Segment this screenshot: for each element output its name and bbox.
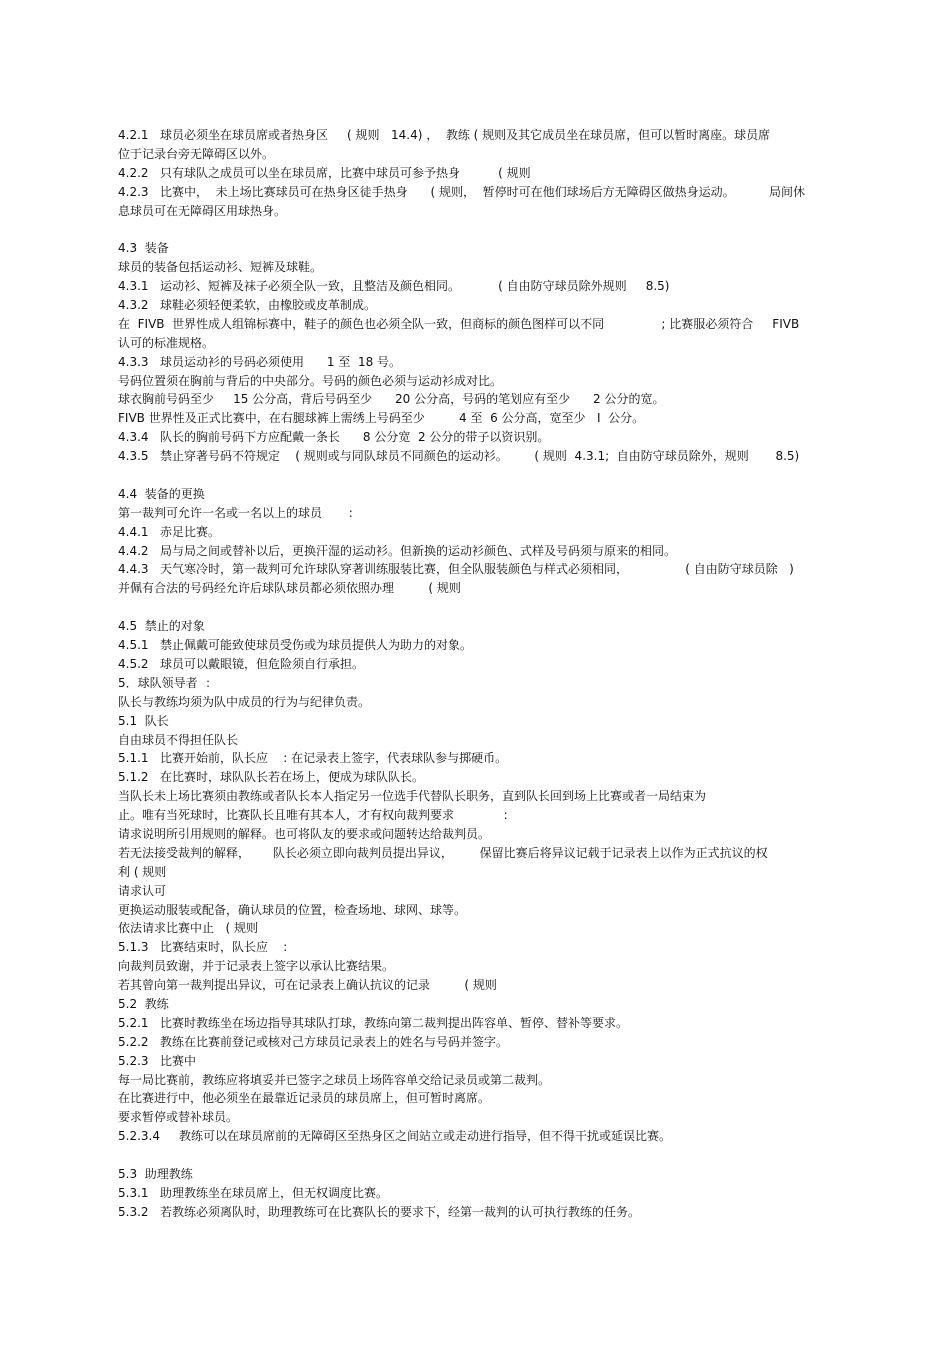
text-line: 5.2.3.4 教练可以在球员席前的无障碍区至热身区之间站立或走动进行指导，但不得干扰或延误比赛。 — [118, 1129, 672, 1144]
text-line: 球员的装备包括运动衫、短裤及球鞋。 — [118, 260, 323, 275]
text-line: 5.1.3 比赛结束时，队长应 : — [118, 940, 288, 955]
blank-line — [118, 466, 834, 485]
text-line: 5.1 队长 — [118, 713, 169, 728]
text-line: 4.3.3 球员运动衫的号码必须使用 1 至 18 号。 — [118, 354, 402, 369]
blank-line — [118, 598, 834, 617]
text-line: 4.3.2 球鞋必须轻便柔软，由橡胶或皮革制成。 — [118, 298, 376, 313]
text-line: 第一裁判可允许一名或一名以上的球员 : — [118, 505, 353, 520]
text-line: 4.5.1 禁止佩戴可能致使球员受伤或为球员提供人为助力的对象。 — [118, 638, 472, 653]
text-line: 每一局比赛前，教练应将填妥并已签字之球员上场阵容单交给记录员或第二裁判。 — [118, 1072, 551, 1087]
text-line: 4.4.1 赤足比赛。 — [118, 524, 220, 539]
text-line: 4.3.5 禁止穿著号码不符规定 ( 规则或与同队球员不同颜色的运动衫。 ( 规则 4.3.1; 自由防守球员除外，规则 8.5) — [118, 449, 800, 464]
text-line: 自由球员不得担任队长 — [118, 732, 239, 747]
text-line: 向裁判员致谢，并于记录表上签字以承认比赛结果。 — [118, 959, 395, 974]
text-line: 球衣胸前号码至少 15 公分高，背后号码至少 20 公分高，号码的笔划应有至少 2 公分的宽。 — [118, 392, 665, 407]
text-line: 要求暂停或替补球员。 — [118, 1110, 239, 1125]
text-line: 息球员可在无障碍区用球热身。 — [118, 203, 287, 218]
blank-line — [118, 1146, 834, 1165]
text-line: 4.4.3 天气寒冷时，第一裁判可允许球队穿著训练服装比赛，但全队服装颜色与样式必须相同， ( 自由防守球员除 ) — [118, 562, 794, 577]
text-line: 请求认可 — [118, 883, 167, 898]
text-line: FIVB 世界性及正式比赛中，在右腿球裤上需绣上号码至少 4 至 6 公分高，宽至少 I 公分。 — [118, 411, 645, 426]
text-line: 在比赛进行中，他必须坐在最靠近记录员的球员席上，但可暂时离席。 — [118, 1091, 491, 1106]
text-line: 认可的标准规格。 — [118, 335, 215, 350]
text-line: 4.4 装备的更换 — [118, 486, 205, 501]
text-line: 4.5 禁止的对象 — [118, 619, 205, 634]
text-line: 4.2.1 球员必须坐在球员席或者热身区 ( 规则 14.4) ， 教练 ( 规则及其它成员坐在球员席，但可以暂时离座。球员席 — [118, 128, 771, 142]
text-line: 4.3 装备 — [118, 241, 169, 256]
text-line: 4.4.2 局与局之间或替补以后，更换汗湿的运动衫。但新换的运动衫颜色、式样及号码须与原来的相同。 — [118, 543, 676, 558]
text-line: 在 FIVB 世界性成人组锦标赛中，鞋子的颜色也必须全队一致，但商标的颜色图样可以不同 ; 比赛服必须符合 FIVB — [118, 316, 800, 331]
text-line: 当队长未上场比赛须由教练或者队长本人指定另一位选手代替队长职务，直到队长回到场上比赛或者一局结束为 — [118, 789, 707, 804]
text-line: 号码位置须在胸前与背后的中央部分。号码的颜色必须与运动衫成对比。 — [118, 373, 503, 388]
text-line: 5.1.1 比赛开始前，队长应 : 在记录表上签字，代表球队参与掷硬币。 — [118, 751, 508, 766]
text-line: 4.2.2 只有球队之成员可以坐在球员席，比赛中球员可参予热身 ( 规则 — [118, 165, 531, 180]
text-line: 5.1.2 在比赛时，球队队长若在场上，便成为球队队长。 — [118, 770, 424, 785]
text-line: 4.3.4 队长的胸前号码下方应配戴一条长 8 公分宽 2 公分的带子以资识别。 — [118, 430, 550, 445]
text-line: 若无法接受裁判的解释， 队长必须立即向裁判员提出异议， 保留比赛后将异议记载于记录表上以作为正式抗议的权 — [118, 845, 768, 860]
text-line: 5.2 教练 — [118, 996, 169, 1011]
document-body — [118, 126, 834, 1222]
text-line: 4.2.3 比赛中， 未上场比赛球员可在热身区徒手热身 ( 规则， 暂停时可在他们球场后方无障碍区做热身运动。 局间休 — [118, 184, 805, 199]
text-line: 位于记录台旁无障碍区以外。 — [118, 146, 275, 161]
text-line: 并佩有合法的号码经允许后球队球员都必须依照办理 ( 规则 — [118, 581, 461, 596]
text-line: 5.2.2 教练在比赛前登记或核对己方球员记录表上的姓名与号码并签字。 — [118, 1034, 508, 1049]
text-line: 利 ( 规则 — [118, 864, 167, 879]
text-line: 队长与教练均须为队中成员的行为与纪律负责。 — [118, 694, 371, 709]
blank-line — [118, 220, 834, 239]
text-line: 5.2.1 比赛时教练坐在场边指导其球队打球，教练向第二裁判提出阵容单、暂停、替补等要求。 — [118, 1015, 628, 1030]
text-line: 5．球队领导者 ： — [118, 675, 218, 690]
text-line: 4.3.1 运动衫、短裤及袜子必须全队一致，且整洁及颜色相同。 ( 自由防守球员除外规则 8.5) — [118, 279, 670, 294]
text-line: 5.3.2 若教练必须离队时，助理教练可在比赛队长的要求下，经第一裁判的认可执行教练的任务。 — [118, 1204, 640, 1219]
text-line: 依法请求比赛中止 ( 规则 — [118, 921, 258, 936]
text-line: 5.2.3 比赛中 — [118, 1053, 196, 1068]
text-line: 止。唯有当死球时，比赛队长且唯有其本人，才有权向裁判要求 : — [118, 808, 508, 823]
text-line: 请求说明所引用规则的解释。也可将队友的要求或问题转达给裁判员。 — [118, 826, 491, 841]
text-line: 4.5.2 球员可以戴眼镜，但危险须自行承担。 — [118, 656, 364, 671]
text-line: 5.3 助理教练 — [118, 1166, 193, 1181]
text-line: 更换运动服装或配备，确认球员的位置，检查场地、球网、球等。 — [118, 902, 467, 917]
text-line: 5.3.1 助理教练坐在球员席上，但无权调度比赛。 — [118, 1185, 388, 1200]
text-line: 若其曾向第一裁判提出异议，可在记录表上确认抗议的记录 ( 规则 — [118, 978, 497, 993]
